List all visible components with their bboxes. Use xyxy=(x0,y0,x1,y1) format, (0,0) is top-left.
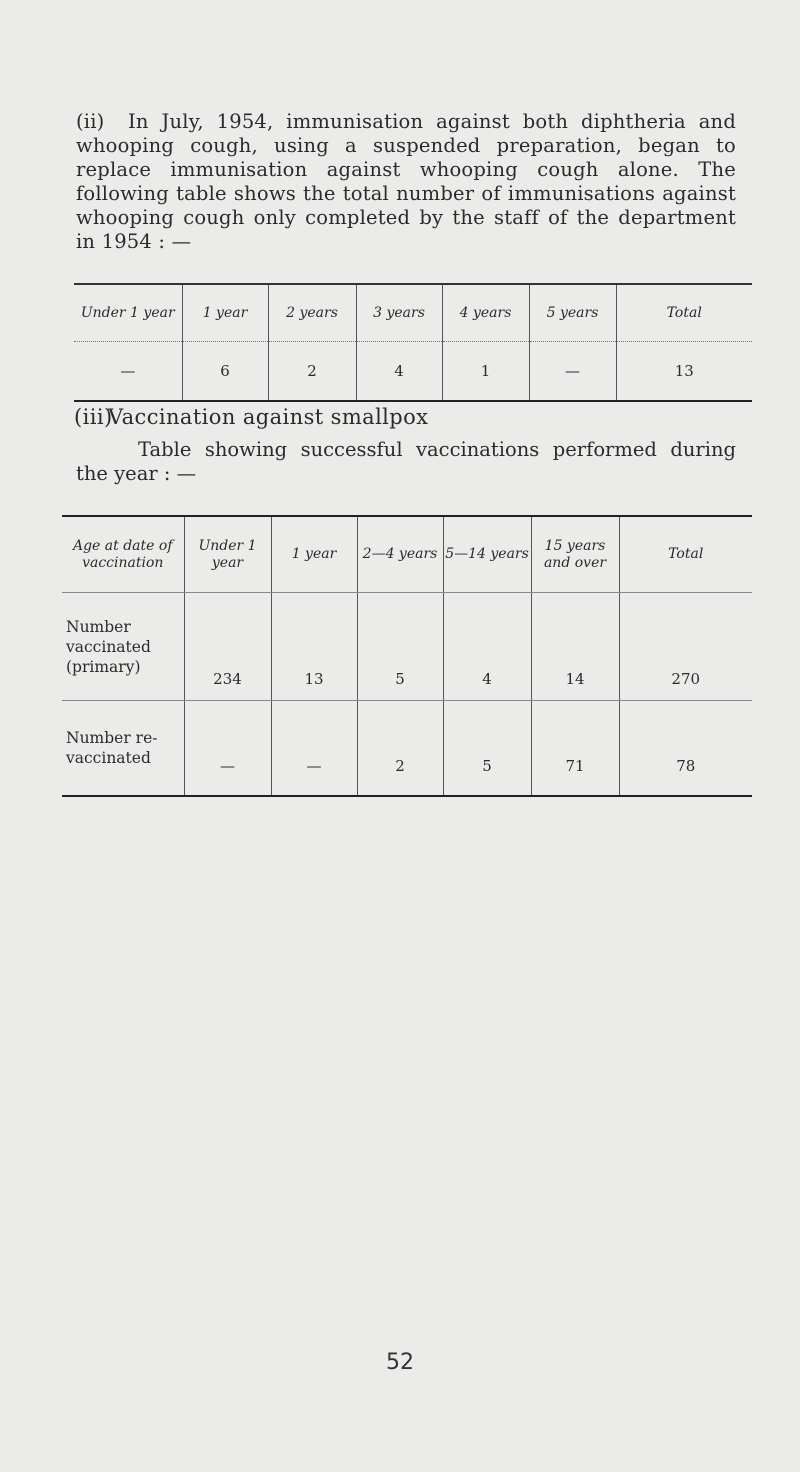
vaccination-table xyxy=(62,515,752,797)
page-number: 52 xyxy=(386,1350,414,1375)
table-cell: — xyxy=(529,342,616,402)
table-header-row xyxy=(62,516,752,593)
column-header: Under 1 year xyxy=(74,284,182,342)
table-cell: — xyxy=(271,701,357,797)
table-cell: 13 xyxy=(271,593,357,701)
column-header: Under 1 year xyxy=(184,516,271,593)
table-cell: 270 xyxy=(619,593,752,701)
column-header: 2 years xyxy=(268,284,356,342)
table-cell: 2 xyxy=(268,342,356,402)
table-row xyxy=(62,701,752,797)
table-cell: 14 xyxy=(531,593,619,701)
table-row xyxy=(62,593,752,701)
table-cell: 13 xyxy=(616,342,752,402)
section-iii-number: (iii) xyxy=(74,405,113,429)
column-header: 3 years xyxy=(356,284,442,342)
table-cell: 234 xyxy=(184,593,271,701)
row-label: Number vaccinated (primary) xyxy=(62,593,184,701)
table-cell: 1 xyxy=(442,342,529,402)
column-header: Age at date of vaccination xyxy=(62,516,184,593)
section-iii-title: Vaccination against smallpox xyxy=(108,405,429,429)
table-cell: 2 xyxy=(357,701,443,797)
table-cell: 6 xyxy=(182,342,268,402)
whooping-cough-table xyxy=(74,283,752,402)
table-cell: 5 xyxy=(357,593,443,701)
table-cell: 4 xyxy=(356,342,442,402)
column-header: 1 year xyxy=(182,284,268,342)
table-cell: 71 xyxy=(531,701,619,797)
section-iii-heading xyxy=(74,405,428,429)
column-header: 4 years xyxy=(442,284,529,342)
column-header: 5 years xyxy=(529,284,616,342)
column-header: 1 year xyxy=(271,516,357,593)
column-header: Total xyxy=(616,284,752,342)
table-cell: — xyxy=(184,701,271,797)
table-cell: 4 xyxy=(443,593,531,701)
column-header: Total xyxy=(619,516,752,593)
section-ii-paragraph xyxy=(76,110,736,254)
section-ii-number: (ii) xyxy=(76,110,105,133)
column-header: 2—4 years xyxy=(357,516,443,593)
column-header: 15 years and over xyxy=(531,516,619,593)
row-label: Number re-vaccinated xyxy=(66,729,158,767)
table-header-row xyxy=(74,284,752,342)
column-header: 5—14 years xyxy=(443,516,531,593)
table-row xyxy=(74,342,752,402)
table-cell: 5 xyxy=(443,701,531,797)
section-iii-intro: Table showing successful vaccinations performed during the year : — xyxy=(76,438,736,485)
table-cell: — xyxy=(120,362,136,380)
section-ii-text: In July, 1954, immunisation against both diphtheria and whooping cough, using a suspended preparation, began to replace immunisation against whooping cough alone. The following table shows the total number of immunisations against whooping cough only completed by the staff of the department in 1954 : — xyxy=(76,110,736,253)
table-cell: 78 xyxy=(619,701,752,797)
